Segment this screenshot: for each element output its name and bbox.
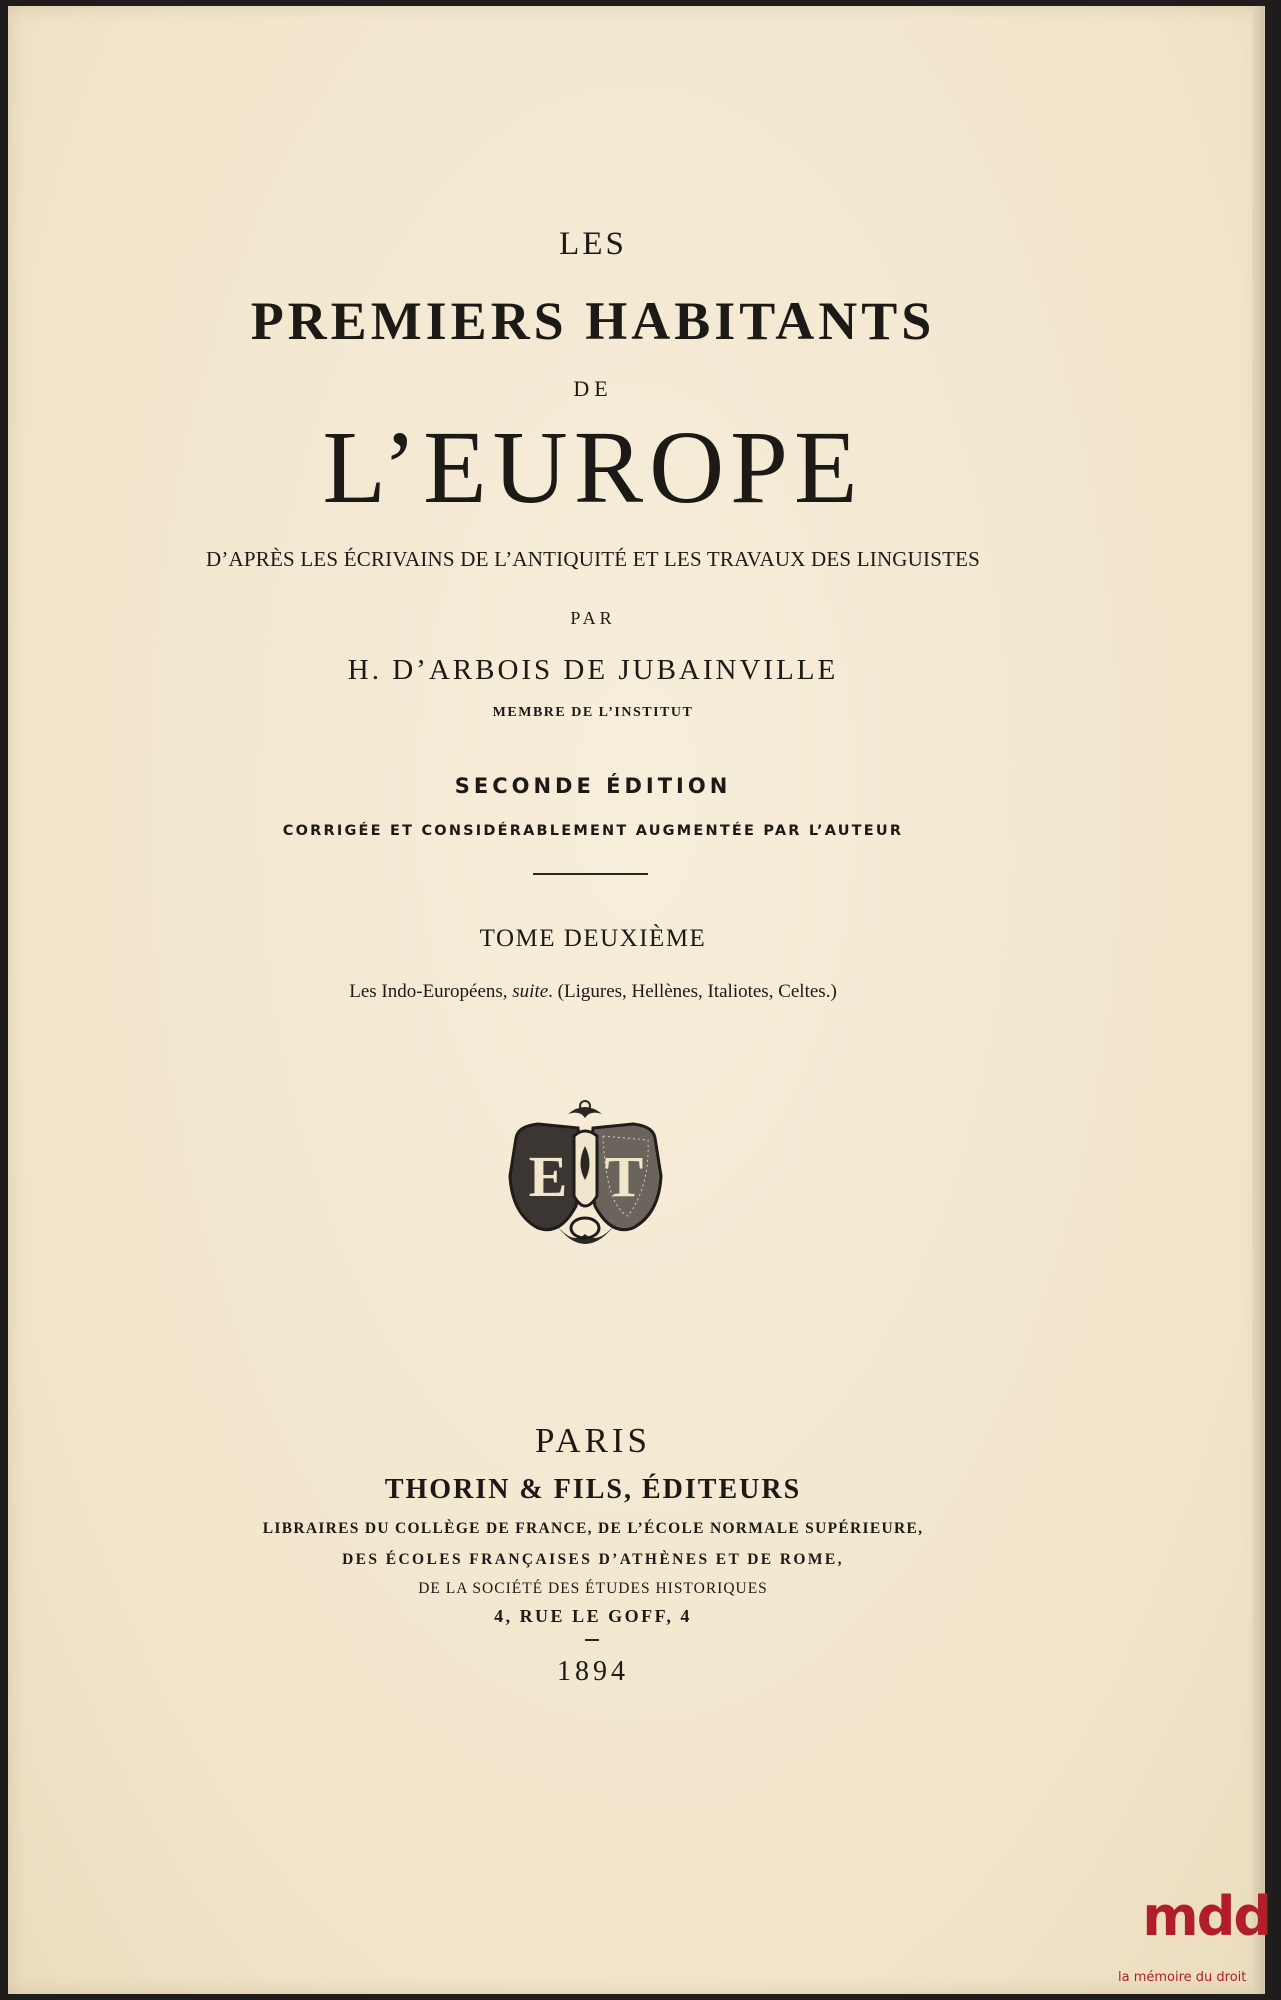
title-page — [8, 6, 1265, 1994]
publisher-name: THORIN & FILS, ÉDITEURS — [384, 1474, 802, 1505]
title-line-europe: L’EUROPE — [322, 410, 864, 525]
mdd-logo-letters: mdd — [1142, 1885, 1270, 1948]
year-dash — [585, 1639, 599, 1641]
printer-monogram-shield-icon — [498, 1096, 673, 1266]
author-name: H. D’ARBOIS DE JUBAINVILLE — [347, 654, 839, 686]
volume-contents-end: . (Ligures, Hellènes, Italiotes, Celtes.) — [548, 981, 837, 1002]
mdd-logo-watermark — [1110, 1885, 1270, 1990]
volume-number: TOME DEUXIÈME — [479, 925, 707, 952]
title-line-les: LES — [559, 226, 627, 262]
divider-rule — [533, 873, 648, 875]
mdd-logo-caption: la mémoire du droit — [1118, 1970, 1247, 1985]
volume-contents-italic: suite — [512, 981, 549, 1002]
author-title: MEMBRE DE L’INSTITUT — [492, 705, 694, 720]
edition-note: CORRIGÉE ET CONSIDÉRABLEMENT AUGMENTÉE PAR L’AUTEUR — [282, 823, 904, 839]
publisher-line-2: DES ÉCOLES FRANÇAISES D’ATHÈNES ET DE ROME, — [342, 1551, 844, 1568]
publication-year: 1894 — [557, 1656, 629, 1687]
publisher-address: 4, RUE LE GOFF, 4 — [494, 1606, 692, 1626]
subtitle: D’APRÈS LES ÉCRIVAINS DE L’ANTIQUITÉ ET LES TRAVAUX DES LINGUISTES — [205, 547, 981, 571]
imprint-city: PARIS — [535, 1421, 651, 1460]
volume-contents — [8, 982, 1178, 1001]
page-edge — [1252, 6, 1264, 1994]
title-line-premiers-habitants: PREMIERS HABITANTS — [250, 291, 936, 351]
title-line-de: DE — [573, 376, 613, 401]
publisher-line-3: DE LA SOCIÉTÉ DES ÉTUDES HISTORIQUES — [418, 1580, 768, 1597]
publisher-line-1: LIBRAIRES DU COLLÈGE DE FRANCE, DE L’ÉCOLE NORMALE SUPÉRIEURE, — [262, 1520, 924, 1537]
volume-contents-start: Les Indo-Européens, — [349, 981, 513, 1002]
monogram-letter-e: E — [528, 1144, 568, 1209]
edition: SECONDE ÉDITION — [454, 774, 732, 798]
by-line: PAR — [570, 608, 616, 628]
monogram-letter-t: T — [604, 1144, 644, 1209]
